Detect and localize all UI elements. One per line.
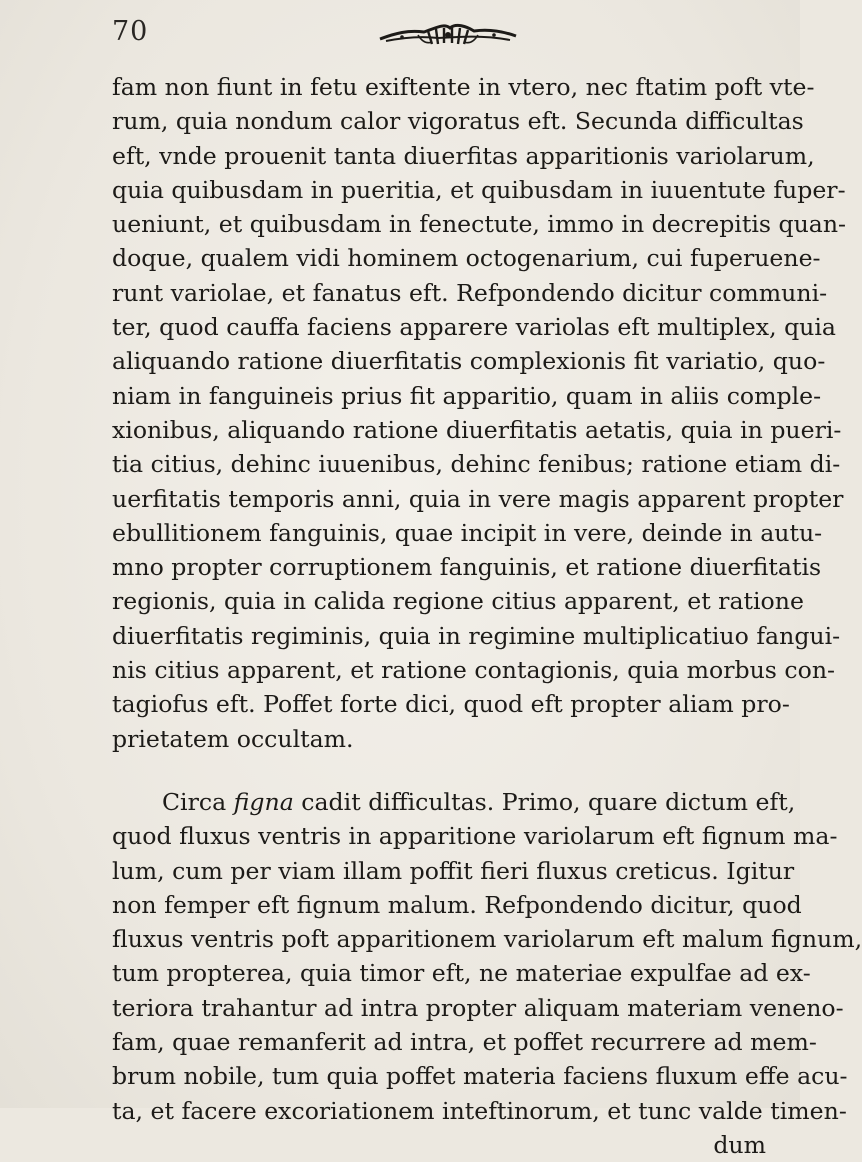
text-line: fluxus ventris poft apparitionem variolarum eft malum fignum,: [112, 925, 862, 954]
ornament-headpiece: [378, 20, 518, 50]
text-line: uerfitatis temporis anni, quia in vere magis apparent propter: [112, 484, 844, 513]
text-line: teriora trahantur ad intra propter aliquam materiam veneno-: [112, 993, 844, 1022]
italic-term: figna: [233, 787, 294, 816]
text-line: niam in fanguineis prius fit apparitio, quam in aliis comple-: [112, 381, 822, 410]
text-line: non femper eft fignum malum. Refpondendo dicitur, quod: [112, 890, 802, 919]
text-line: lum, cum per viam illam poffit fieri fluxus creticus. Igitur: [112, 856, 795, 885]
text-line: eft, vnde prouenit tanta diuerfitas apparitionis variolarum,: [112, 141, 815, 170]
paragraph-gap: [112, 756, 768, 785]
body-text: [112, 70, 862, 1162]
catchword: dum: [713, 1130, 766, 1159]
paragraph-2: [112, 785, 862, 1162]
text-line: ta, et facere excoriationem inteftinorum, et tunc valde timen-: [112, 1096, 847, 1125]
text-line: nis citius apparent, et ratione contagionis, quia morbus con-: [112, 656, 835, 685]
text-line: quod fluxus ventris in apparitione variolarum eft fignum ma-: [112, 822, 838, 851]
page-number: 70: [112, 16, 149, 47]
text-line: tum propterea, quia timor eft, ne materiae expulfae ad ex-: [112, 959, 811, 988]
text-line: aliquando ratione diuerfitatis complexionis fit variatio, quo-: [112, 347, 826, 376]
text-line: prietatem occultam.: [112, 724, 354, 753]
text-line-first: [112, 785, 796, 819]
text-run: cadit difficultas. Primo, quare dictum eft,: [293, 787, 796, 816]
text-line: brum nobile, tum quia poffet materia faciens fluxum effe acu-: [112, 1062, 848, 1091]
text-run: Circa: [162, 787, 234, 816]
text-line: quia quibusdam in pueritia, et quibusdam in iuuentute fuper-: [112, 175, 846, 204]
text-line: diuerfitatis regiminis, quia in regimine multiplicatiuo fangui-: [112, 621, 841, 650]
text-line: fam, quae remanferit ad intra, et poffet recurrere ad mem-: [112, 1028, 817, 1057]
paragraph-1: [112, 70, 847, 756]
text-line: doque, qualem vidi hominem octogenarium, cui fuperuene-: [112, 244, 821, 273]
text-line: tia citius, dehinc iuuenibus, dehinc fenibus; ratione etiam di-: [112, 450, 841, 479]
text-line: regionis, quia in calida regione citius apparent, et ratione: [112, 587, 804, 616]
text-line: rum, quia nondum calor vigoratus eft. Secunda difficultas: [112, 107, 804, 136]
text-line: ueniunt, et quibusdam in fenectute, immo in decrepitis quan-: [112, 210, 847, 239]
text-line: runt variolae, et fanatus eft. Refpondendo dicitur communi-: [112, 278, 828, 307]
text-line: ter, quod cauffa faciens apparere variolas eft multiplex, quia: [112, 313, 836, 342]
text-line: ebullitionem fanguinis, quae incipit in vere, deinde in autu-: [112, 518, 823, 547]
text-line: xionibus, aliquando ratione diuerfitatis aetatis, quia in pueri-: [112, 415, 842, 444]
text-line: fam non fiunt in fetu exiftente in vtero, nec ftatim poft vte-: [112, 73, 815, 101]
text-line: tagiofus eft. Poffet forte dici, quod eft propter aliam pro-: [112, 690, 790, 719]
text-line: mno propter corruptionem fanguinis, et ratione diuerfitatis: [112, 553, 822, 582]
